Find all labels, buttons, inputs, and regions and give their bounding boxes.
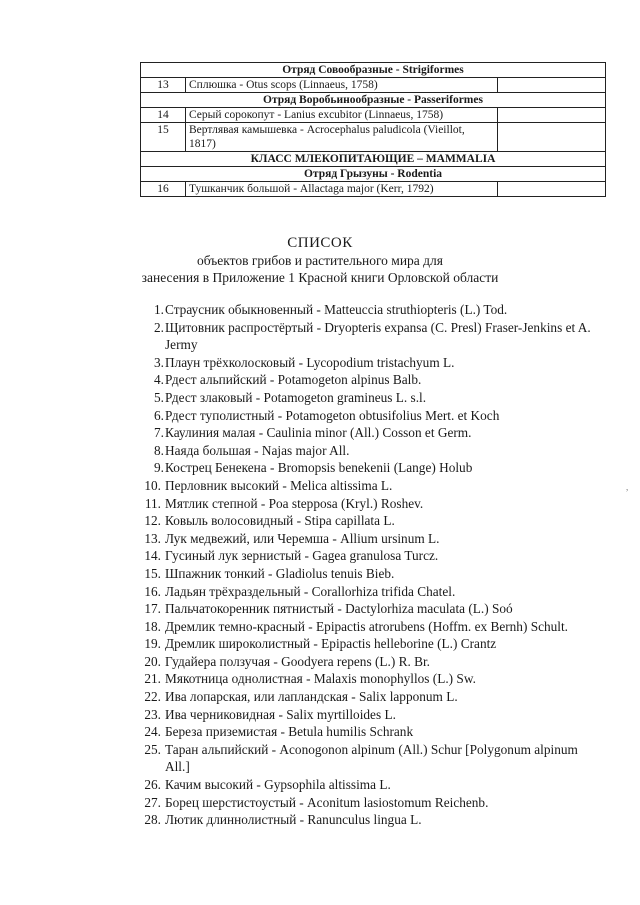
list-item xyxy=(140,723,600,741)
list-item xyxy=(140,442,600,460)
list-item-text: Ладьян трёхраздельный - Corallorhiza trifida Chatel. xyxy=(165,583,456,599)
list-item xyxy=(140,706,600,724)
list-item xyxy=(140,547,600,565)
list-item-text: Щитовник распростёртый - Dryopteris expansa (C. Presl) Fraser-Jenkins et A. Jermy xyxy=(165,319,591,353)
table-section-header: Отряд Воробьинообразные - Passeriformes xyxy=(141,93,606,108)
list-item-text: Дремлик темно-красный - Epipactis atrorubens (Hoffm. ex Bernh) Schult. xyxy=(165,618,569,634)
table-cell-number: 15 xyxy=(141,123,186,152)
list-item-number: 17. xyxy=(144,601,161,617)
table-cell-empty xyxy=(498,123,606,152)
list-item xyxy=(140,811,600,829)
list-item-number: 18. xyxy=(144,618,161,634)
list-item-number: 20. xyxy=(144,653,161,669)
list-item-number: 10. xyxy=(144,477,161,493)
list-item xyxy=(140,794,600,812)
table-row xyxy=(141,78,606,93)
list-item-text: Береза приземистая - Betula humilis Schrank xyxy=(165,724,414,740)
table-row xyxy=(141,123,606,152)
list-item xyxy=(140,583,600,601)
margin-mark: , xyxy=(626,482,629,492)
list-item xyxy=(140,371,600,389)
list-item-number: 2. xyxy=(154,319,164,335)
list-item-number: 25. xyxy=(144,741,161,757)
list-title: СПИСОК xyxy=(287,235,353,251)
list-item-number: 12. xyxy=(144,513,161,529)
species-list xyxy=(140,301,600,829)
table-header-row xyxy=(141,167,606,182)
list-item xyxy=(140,477,600,495)
table-section-header: Отряд Совообразные - Strigiformes xyxy=(141,63,606,78)
list-subtitle-line1: объектов грибов и растительного мира для xyxy=(197,253,443,268)
list-item-text: Рдест злаковый - Potamogeton gramineus L. s.l. xyxy=(165,389,427,405)
list-item-text: Кострец Бенекена - Bromopsis benekenii (Lange) Holub xyxy=(165,460,473,476)
fauna-table xyxy=(140,62,606,197)
table-row xyxy=(141,182,606,197)
list-item xyxy=(140,565,600,583)
list-item-text: Каулиния малая - Caulinia minor (All.) Cosson et Germ. xyxy=(165,425,472,441)
list-item-number: 4. xyxy=(154,372,164,388)
list-item-text: Ковыль волосовидный - Stipa capillata L. xyxy=(165,513,395,529)
list-item-text: Лук медвежий, или Черемша - Allium ursinum L. xyxy=(165,530,440,546)
list-item xyxy=(140,653,600,671)
list-item-text: Мякотница однолистная - Malaxis monophyllos (L.) Sw. xyxy=(165,671,476,687)
list-item xyxy=(140,688,600,706)
list-item-number: 5. xyxy=(154,389,164,405)
list-item-number: 21. xyxy=(144,671,161,687)
table-row xyxy=(141,108,606,123)
list-item-number: 11. xyxy=(144,495,161,511)
table-header-row xyxy=(141,63,606,78)
list-item-text: Ива лопарская, или лапландская - Salix lapponum L. xyxy=(165,689,458,705)
list-item xyxy=(140,354,600,372)
list-item xyxy=(140,530,600,548)
table-cell-species: Тушканчик большой - Allactaga major (Kerr, 1792) xyxy=(186,182,498,197)
list-item-text: Дремлик широколистный - Epipactis helleborine (L.) Crantz xyxy=(165,636,497,652)
list-item xyxy=(140,407,600,425)
list-item xyxy=(140,670,600,688)
list-item-number: 14. xyxy=(144,548,161,564)
list-item-number: 8. xyxy=(154,442,164,458)
table-cell-empty xyxy=(498,182,606,197)
list-item-text: Плаун трёхколосковый - Lycopodium tristachyum L. xyxy=(165,354,455,370)
list-item-text: Качим высокий - Gypsophila altissima L. xyxy=(165,777,391,793)
list-item-number: 24. xyxy=(144,724,161,740)
list-subtitle-line2: занесения в Приложение 1 Красной книги Орловской области xyxy=(141,270,499,285)
list-item-number: 15. xyxy=(144,565,161,581)
list-item-text: Шпажник тонкий - Gladiolus tenuis Bieb. xyxy=(165,565,395,581)
list-item-text: Лютик длиннолистный - Ranunculus lingua L. xyxy=(165,812,422,828)
list-item-text: Наяда большая - Najas major All. xyxy=(165,442,350,458)
list-item-number: 28. xyxy=(144,812,161,828)
list-item xyxy=(140,600,600,618)
list-item xyxy=(140,618,600,636)
list-item-text: Перловник высокий - Melica altissima L. xyxy=(165,477,393,493)
list-item-text: Пальчатокоренник пятнистый - Dactylorhiza maculata (L.) Soó xyxy=(165,601,513,617)
list-item-text: Ива черниковидная - Salix myrtilloides L. xyxy=(165,706,396,722)
table-cell-species: Серый сорокопут - Lanius excubitor (Linnaeus, 1758) xyxy=(186,108,498,123)
list-item-text: Мятлик степной - Poa stepposa (Kryl.) Roshev. xyxy=(165,495,424,511)
list-item-text: Гудайера ползучая - Goodyera repens (L.) R. Br. xyxy=(165,653,430,669)
list-item xyxy=(140,389,600,407)
table-cell-number: 14 xyxy=(141,108,186,123)
table-section-header: Отряд Грызуны - Rodentia xyxy=(141,167,606,182)
list-item-text: Борец шерстистоустый - Aconitum lasiostomum Reichenb. xyxy=(165,794,489,810)
table-cell-number: 16 xyxy=(141,182,186,197)
list-item-number: 22. xyxy=(144,689,161,705)
list-item xyxy=(140,741,600,776)
list-item-text: Гусиный лук зернистый - Gagea granulosa Turcz. xyxy=(165,548,439,564)
list-item-number: 6. xyxy=(154,407,164,423)
list-item-number: 1. xyxy=(154,302,164,317)
list-item-number: 19. xyxy=(144,636,161,652)
list-item-text: Таран альпийский - Aconogonon alpinum (All.) Schur [Polygonum alpinum All.] xyxy=(165,741,578,775)
table-cell-species: Сплюшка - Otus scops (Linnaeus, 1758) xyxy=(186,78,498,93)
table-cell-empty xyxy=(498,108,606,123)
table-cell-empty xyxy=(498,78,606,93)
list-item-text: Рдест туполистный - Potamogeton obtusifolius Mert. et Koch xyxy=(165,407,500,423)
list-item xyxy=(140,512,600,530)
list-item-number: 16. xyxy=(144,583,161,599)
table-header-row xyxy=(141,93,606,108)
table-section-header: КЛАСС МЛЕКОПИТАЮЩИЕ – MAMMALIA xyxy=(141,152,606,167)
list-item xyxy=(140,319,600,354)
table-cell-number: 13 xyxy=(141,78,186,93)
list-item-number: 3. xyxy=(154,354,164,370)
list-item-number: 27. xyxy=(144,794,161,810)
table-cell-species: Вертлявая камышевка - Acrocephalus paludicola (Vieillot, 1817) xyxy=(186,123,498,152)
list-item-number: 13. xyxy=(144,530,161,546)
list-item-text: Рдест альпийский - Potamogeton alpinus Balb. xyxy=(165,372,422,388)
list-item-number: 7. xyxy=(154,425,164,441)
list-item-text: Страусник обыкновенный - Matteuccia struthiopteris (L.) Tod. xyxy=(165,302,508,317)
list-item xyxy=(140,635,600,653)
table-header-row xyxy=(141,152,606,167)
list-item-number: 23. xyxy=(144,706,161,722)
list-item xyxy=(140,776,600,794)
list-item-number: 9. xyxy=(154,460,164,476)
list-item xyxy=(140,301,600,319)
list-item-number: 26. xyxy=(144,777,161,793)
list-item xyxy=(140,495,600,513)
list-item xyxy=(140,459,600,477)
list-item xyxy=(140,424,600,442)
